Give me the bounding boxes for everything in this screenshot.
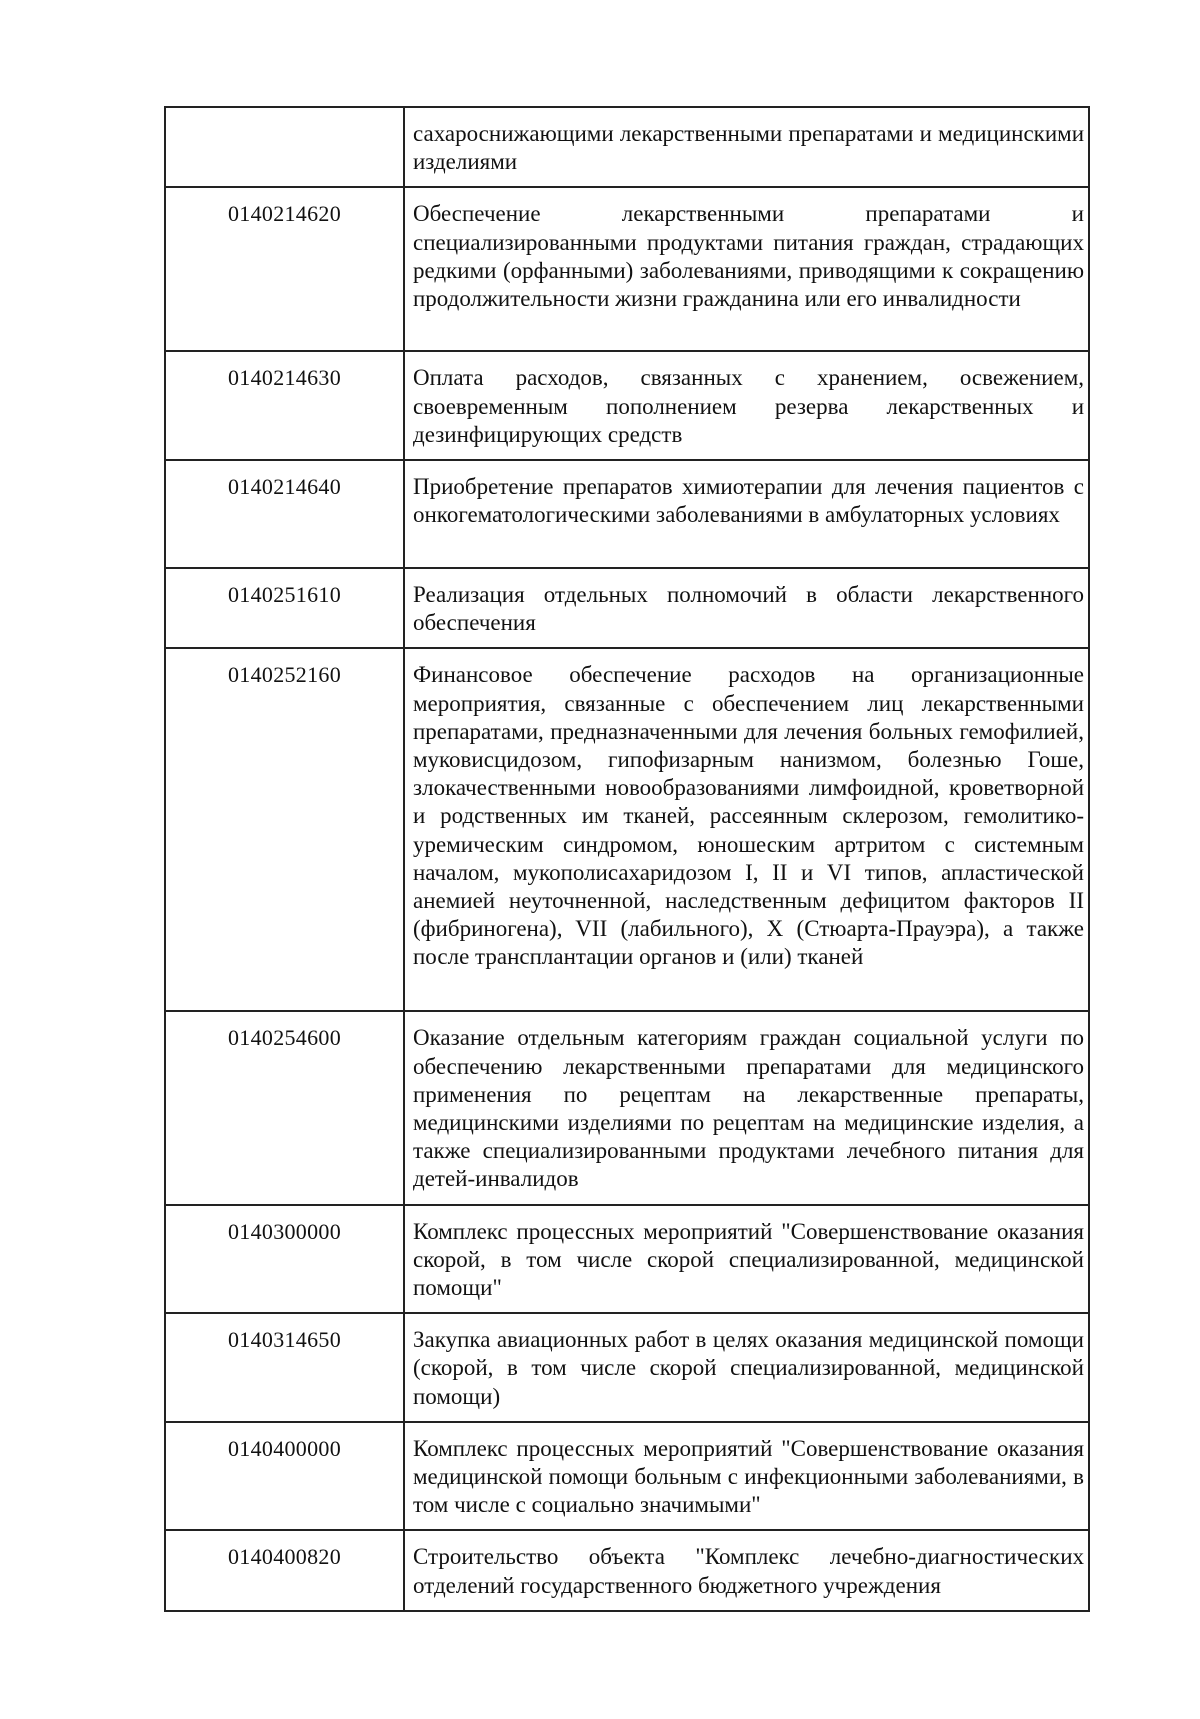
- table-row: [165, 1530, 1089, 1610]
- code-cell: [165, 460, 404, 568]
- table-row: [165, 351, 1089, 460]
- target-code: 0140214620: [228, 201, 341, 227]
- target-code: 0140214640: [228, 474, 341, 500]
- expense-description: Строительство объекта "Комплекс лечебно-диагностических отделений государственного бюджетного учреждения: [413, 1544, 1084, 1598]
- expense-description: Реализация отдельных полномочий в области лекарственного обеспечения: [413, 582, 1084, 636]
- expense-description: Комплекс процессных мероприятий "Совершенствование оказания медицинской помощи больным с инфекционными заболеваниями, в том числе с социально значимыми": [413, 1435, 1084, 1518]
- target-code: 0140314650: [228, 1327, 341, 1353]
- table-row: [165, 1011, 1089, 1204]
- code-cell: [165, 351, 404, 460]
- description-cell: [404, 1422, 1089, 1531]
- budget-classification-table: [164, 106, 1090, 1612]
- description-cell: [404, 1011, 1089, 1204]
- description-cell: [404, 187, 1089, 351]
- expense-description: сахароснижающими лекарственными препаратами и медицинскими изделиями: [413, 121, 1084, 175]
- expense-description: Оказание отдельным категориям граждан социальной услуги по обеспечению лекарственными препаратами для медицинского применения по рецептам на лекарственные препараты, медицинскими изделиями по рецептам на медицинские изделия, а также специализированными продуктами лечебного питания для детей-инвалидов: [413, 1025, 1084, 1192]
- expense-description: Обеспечение лекарственными препаратами и специализированными продуктами питания граждан, страдающих редкими (орфанными) заболеваниями, приводящими к сокращению продолжительности жизни гражданина или его инвалидности: [413, 201, 1084, 312]
- description-cell: [404, 460, 1089, 568]
- code-cell: [165, 1313, 404, 1422]
- code-cell: [165, 107, 404, 187]
- table-row: [165, 460, 1089, 568]
- target-code: 0140400000: [228, 1435, 341, 1461]
- description-cell: [404, 107, 1089, 187]
- code-cell: [165, 568, 404, 648]
- description-cell: [404, 351, 1089, 460]
- table-row: [165, 568, 1089, 648]
- table-row: [165, 187, 1089, 351]
- code-cell: [165, 648, 404, 1011]
- expense-description: Оплата расходов, связанных с хранением, освежением, своевременным пополнением резерва лекарственных и дезинфицирующих средств: [413, 365, 1084, 447]
- target-code: 0140400820: [228, 1544, 341, 1570]
- code-cell: [165, 1205, 404, 1314]
- code-cell: [165, 1011, 404, 1204]
- expense-description: Закупка авиационных работ в целях оказания медицинской помощи (скорой, в том числе скорой специализированной, медицинской помощи): [413, 1327, 1084, 1409]
- code-cell: [165, 1422, 404, 1531]
- target-code: 0140252160: [228, 662, 341, 688]
- expense-description: Приобретение препаратов химиотерапии для лечения пациентов с онкогематологическими заболеваниями в амбулаторных условиях: [413, 474, 1084, 528]
- target-code: 0140214630: [228, 365, 341, 391]
- description-cell: [404, 1313, 1089, 1422]
- table-row: [165, 1313, 1089, 1422]
- code-cell: [165, 187, 404, 351]
- table-row: [165, 1422, 1089, 1531]
- target-code: 0140251610: [228, 582, 341, 608]
- table-row: [165, 1205, 1089, 1314]
- description-cell: [404, 1205, 1089, 1314]
- table-row: [165, 648, 1089, 1011]
- expense-description: Финансовое обеспечение расходов на организационные мероприятия, связанные с обеспечением лиц лекарственными препаратами, предназначенными для лечения больных гемофилией, муковисцидозом, гипофизарным нанизмом, болезнью Гоше, злокачественными новообразованиями лимфоидной, кроветворной и родственных им тканей, рассеянным склерозом, гемолитико-уремическим синдромом, юношеским артритом с системным началом, мукополисахаридозом I, II и VI типов, апластической анемией неуточненной, наследственным дефицитом факторов II (фибриногена), VII (лабильного), X (Стюарта-Прауэра), а также после трансплантации органов и (или) тканей: [413, 662, 1084, 970]
- description-cell: [404, 1530, 1089, 1610]
- description-cell: [404, 648, 1089, 1011]
- code-cell: [165, 1530, 404, 1610]
- description-cell: [404, 568, 1089, 648]
- table-row: [165, 107, 1089, 187]
- target-code: 0140300000: [228, 1218, 341, 1244]
- target-code: [166, 108, 403, 130]
- target-code: 0140254600: [228, 1025, 341, 1051]
- expense-description: Комплекс процессных мероприятий "Совершенствование оказания скорой, в том числе скорой специализированной, медицинской помощи": [413, 1218, 1084, 1301]
